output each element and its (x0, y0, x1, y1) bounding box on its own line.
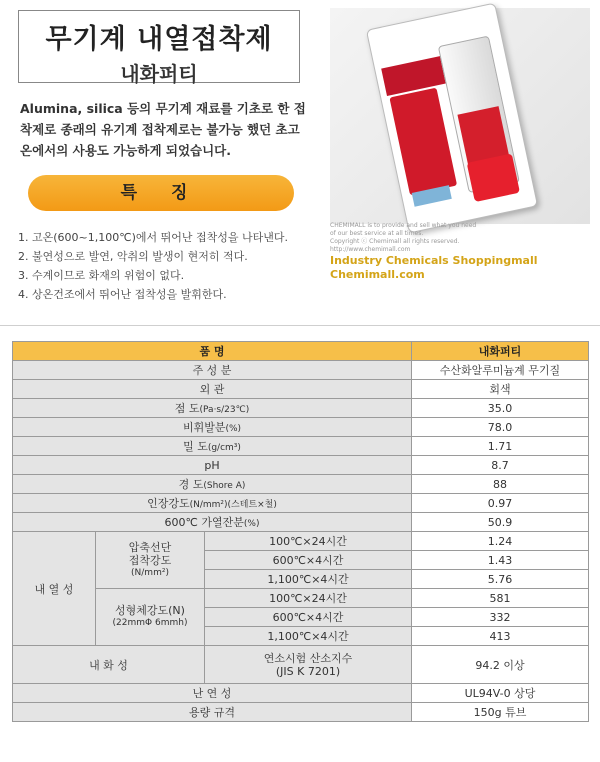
table-row: 내 열 성 압축선단 접착강도 (N/mm²) 100℃×24시간 1.24 (13, 532, 589, 551)
table-row: 점 도(Pa·s/23℃) 35.0 (13, 399, 589, 418)
fire-resistance-label: 내 화 성 (13, 646, 205, 684)
table-row: 성형체강도(N) (22mmΦ 6mmh) 100℃×24시간 581 (13, 589, 589, 608)
table-row: 600℃ 가열잔분(%) 50.9 (13, 513, 589, 532)
header-item: 품 명 (13, 342, 412, 361)
table-row: 내 화 성 연소시험 산소지수 (JIS K 7201) 94.2 이상 (13, 646, 589, 684)
header-product: 내화퍼티 (412, 342, 589, 361)
features-heading: 특 징 (28, 175, 294, 211)
table-row: 600℃×4시간 1.43 (13, 551, 589, 570)
watermark-brand-1: Industry Chemicals Shoppingmall (330, 254, 538, 267)
divider (0, 325, 600, 326)
feature-item-1: 1. 고온(600~1,100℃)에서 뛰어난 접착성을 나타낸다. (18, 231, 289, 244)
title-box (18, 10, 300, 86)
table-row: 주 성 분 수산화알루미늄계 무기질 (13, 361, 589, 380)
table-row: pH 8.7 (13, 456, 589, 475)
product-image (330, 8, 590, 224)
table-row: 경 도(Shore A) 88 (13, 475, 589, 494)
table-row: 비휘발분(%) 78.0 (13, 418, 589, 437)
compression-strength-label: 압축선단 접착강도 (N/mm²) (96, 532, 205, 589)
table-row: 1,100℃×4시간 5.76 (13, 570, 589, 589)
watermark-brand-2: Chemimall.com (330, 268, 425, 281)
spec-table (12, 341, 589, 722)
table-row: 외 관 회색 (13, 380, 589, 399)
table-row: 난 연 성 UL94V-0 상당 (13, 684, 589, 703)
molded-strength-label: 성형체강도(N) (22mmΦ 6mmh) (96, 589, 205, 646)
feature-item-3: 3. 수계이므로 화재의 위험이 없다. (18, 269, 185, 282)
feature-item-2: 2. 불연성으로 발연, 악취의 발생이 현저히 적다. (18, 250, 248, 263)
page-title: 무기계 내열접착제 (45, 24, 273, 55)
table-row: 600℃×4시간 332 (13, 608, 589, 627)
product-package (366, 3, 538, 234)
temperature-badge (467, 153, 520, 202)
feature-item-4: 4. 상온건조에서 뛰어난 접착성을 발휘한다. (18, 288, 227, 301)
table-row: 1,100℃×4시간 413 (13, 627, 589, 646)
table-row: 용량 규격 150g 튜브 (13, 703, 589, 722)
heat-resistance-label: 내 열 성 (13, 532, 96, 646)
table-row: 인장강도(N/mm²)(스테트×철) 0.97 (13, 494, 589, 513)
table-row: 밀 도(g/cm³) 1.71 (13, 437, 589, 456)
watermark: CHEMIMALL is to provide and sell what you need of our best service at all times. Copyright ⓒ Chemimall all rights reserved. http://www.chemimall.com Industry Chemicals Shoppingmall Chemimall.com (330, 222, 590, 282)
page-subtitle: 내화퍼티 (120, 62, 198, 86)
feature-list (18, 228, 288, 304)
table-header-row (13, 342, 589, 361)
intro-paragraph: Alumina, silica 등의 무기계 재료를 기초로 한 접착제로 종래의 유기계 접착제로는 불가능 했던 초고온에서의 사용도 가능하게 되었습니다. (20, 101, 306, 158)
